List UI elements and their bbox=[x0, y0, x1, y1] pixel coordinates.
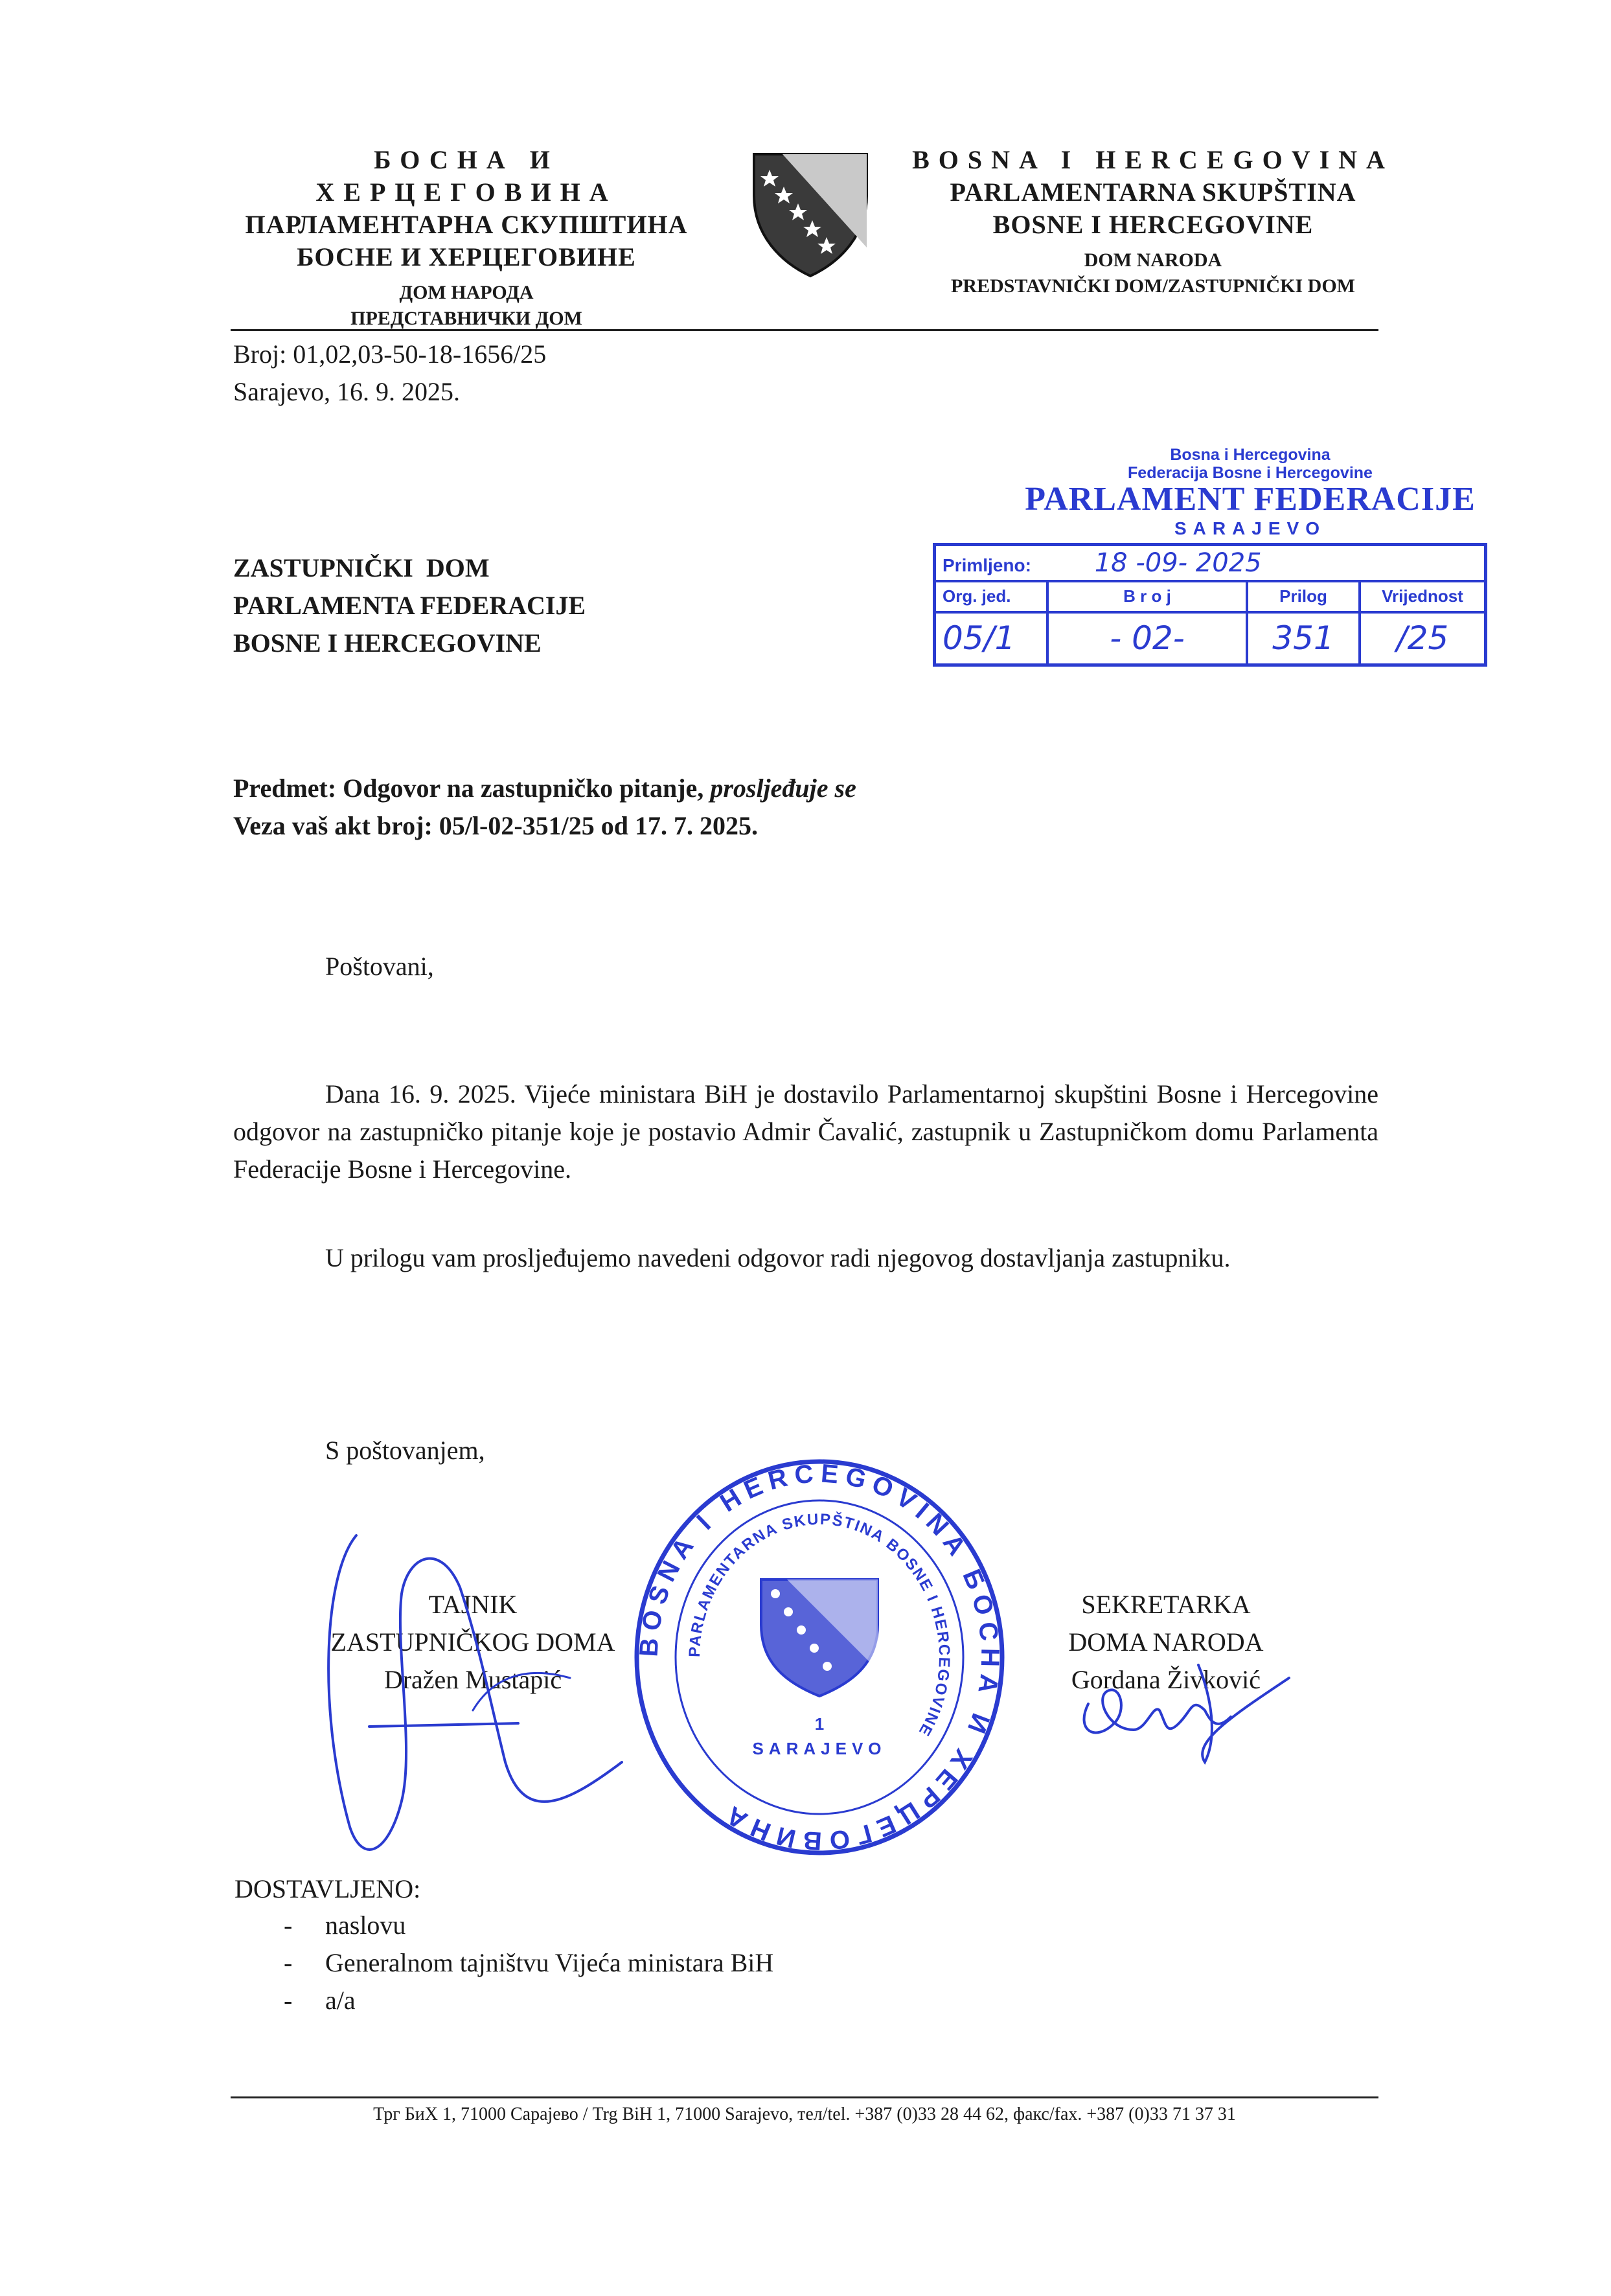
distribution-item: - Generalnom tajništvu Vijeća ministara BiH bbox=[234, 1944, 1141, 1982]
subject-prefix: Predmet: Odgovor na zastupničko pitanje, bbox=[233, 774, 711, 803]
header-right-house-of-reps: PREDSTAVNIČKI DOM/ZASTUPNIČKI DOM bbox=[951, 275, 1355, 297]
footer-address: Трг БиХ 1, 71000 Сарајево / Trg BiH 1, 71000 Sarajevo, тел/tel. +387 (0)33 28 44 62, факс/fax. +387 (0)33 71 37 31 bbox=[373, 2104, 1236, 2124]
recipient-line-3: BOSNE I HERCEGOVINE bbox=[233, 628, 542, 658]
col-org-unit: Org. jed. bbox=[935, 581, 1048, 612]
stamp-line-4: SARAJEVO bbox=[1174, 518, 1327, 538]
footer-divider bbox=[231, 2096, 1378, 2098]
header-right bbox=[881, 144, 1425, 299]
signature-right-name: Gordana Živković bbox=[1071, 1665, 1261, 1694]
distribution-title: DOSTAVLJENO: bbox=[234, 1874, 421, 1903]
coat-of-arms-emblem bbox=[750, 150, 871, 280]
val-number: - 02- bbox=[1047, 612, 1247, 665]
received-stamp bbox=[933, 446, 1490, 667]
header-left-assembly: ПАРЛАМЕНТАРНА СКУПШТИНА bbox=[245, 210, 688, 239]
signature-left-title-1: TAJNIK bbox=[428, 1590, 518, 1619]
val-attachment: 351 bbox=[1247, 612, 1360, 665]
seal-outer-text: BOSNA I HERCEGOVINA БОСНА И ХЕРЦЕГОВИНА bbox=[634, 1459, 1005, 1855]
greeting: Poštovani, bbox=[325, 952, 434, 981]
header-right-country: BOSNA I HERCEGOVINA bbox=[912, 145, 1394, 174]
header-left-house-of-peoples: ДОМ НАРОДА bbox=[399, 282, 534, 303]
recipient-line-1: ZASTUPNIČKI DOM bbox=[233, 553, 490, 582]
signature-right-title-2: DOMA NARODA bbox=[1068, 1627, 1264, 1657]
reference-place-date: Sarajevo, 16. 9. 2025. bbox=[233, 377, 460, 406]
col-value: Vrijednost bbox=[1360, 581, 1486, 612]
seal-inner-text: PARLAMENTARNA SKUPŠTINA BOSNE I HERCEGOVINE bbox=[685, 1510, 954, 1740]
distribution-list bbox=[234, 1907, 1141, 2019]
subject-reference: Veza vaš akt broj: 05/l-02-351/25 od 17. 7. 2025. bbox=[233, 811, 758, 840]
stamp-line-2: Federacija Bosne i Hercegovine bbox=[1128, 464, 1373, 482]
closing: S poštovanjem, bbox=[325, 1436, 485, 1465]
col-attachment: Prilog bbox=[1247, 581, 1360, 612]
stamp-line-1: Bosna i Hercegovina bbox=[1170, 446, 1331, 464]
received-date: 18 -09- 2025 bbox=[1094, 547, 1262, 578]
signature-right-scribble bbox=[1069, 1659, 1302, 1769]
header-right-assembly-2: BOSNE I HERCEGOVINE bbox=[992, 210, 1314, 239]
header-left-country: БОСНА И ХЕРЦЕГОВИНА bbox=[315, 145, 617, 207]
distribution-item: - a/a bbox=[234, 1982, 1141, 2019]
signature-right-title-1: SEKRETARKA bbox=[1081, 1590, 1251, 1619]
header-left-house-of-reps: ПРЕДСТАВНИЧКИ ДОМ bbox=[350, 308, 582, 329]
signature-left-scribble bbox=[311, 1516, 648, 1866]
reference-block bbox=[233, 336, 546, 411]
seal-emblem bbox=[761, 1579, 878, 1696]
header-divider bbox=[231, 329, 1378, 331]
subject-line bbox=[233, 770, 856, 807]
subject-italic: prosljeđuje se bbox=[710, 774, 856, 803]
header-left bbox=[220, 144, 713, 332]
col-number: B r o j bbox=[1047, 581, 1247, 612]
header-right-house-of-peoples: DOM NARODA bbox=[1084, 249, 1222, 271]
stamp-line-3: PARLAMENT FEDERACIJE bbox=[1025, 481, 1476, 518]
signature-left-name: Dražen Mustapić bbox=[383, 1665, 562, 1694]
header-right-assembly: PARLAMENTARNA SKUPŠTINA bbox=[950, 178, 1356, 207]
received-table bbox=[933, 543, 1487, 667]
recipient-block bbox=[233, 549, 586, 662]
header-left-assembly-2: БОСНЕ И ХЕРЦЕГОВИНЕ bbox=[297, 242, 636, 271]
seal-number: 1 bbox=[814, 1714, 825, 1734]
subject-block bbox=[233, 770, 856, 845]
distribution-item: - naslovu bbox=[234, 1907, 1141, 1944]
received-label: Primljeno: bbox=[943, 555, 1031, 575]
reference-number: Broj: 01,02,03-50-18-1656/25 bbox=[233, 339, 547, 369]
distribution-block bbox=[234, 1870, 1141, 2019]
body-paragraph-2: U prilogu vam prosljeđujemo navedeni odgovor radi njegovog dostavljanja zastupniku. bbox=[325, 1243, 1231, 1272]
signature-left-title-2: ZASTUPNIČKOG DOMA bbox=[330, 1627, 615, 1657]
received-row bbox=[935, 545, 1486, 581]
body-paragraph-1: Dana 16. 9. 2025. Vijeće ministara BiH je dostavilo Parlamentarnoj skupštini Bosne i Hercegovine odgovor na zastupničko pitanje koje je postavio Admir Čavalić, zastupnik u Zastupničkom domu Parlamenta Federacije Bosne i Hercegovine. bbox=[233, 1079, 1378, 1184]
seal-city: SARAJEVO bbox=[752, 1739, 887, 1758]
recipient-line-2: PARLAMENTA FEDERACIJE bbox=[233, 591, 586, 620]
official-seal bbox=[632, 1450, 1007, 1865]
val-org-unit: 05/1 bbox=[935, 612, 1048, 665]
val-value: /25 bbox=[1360, 612, 1486, 665]
